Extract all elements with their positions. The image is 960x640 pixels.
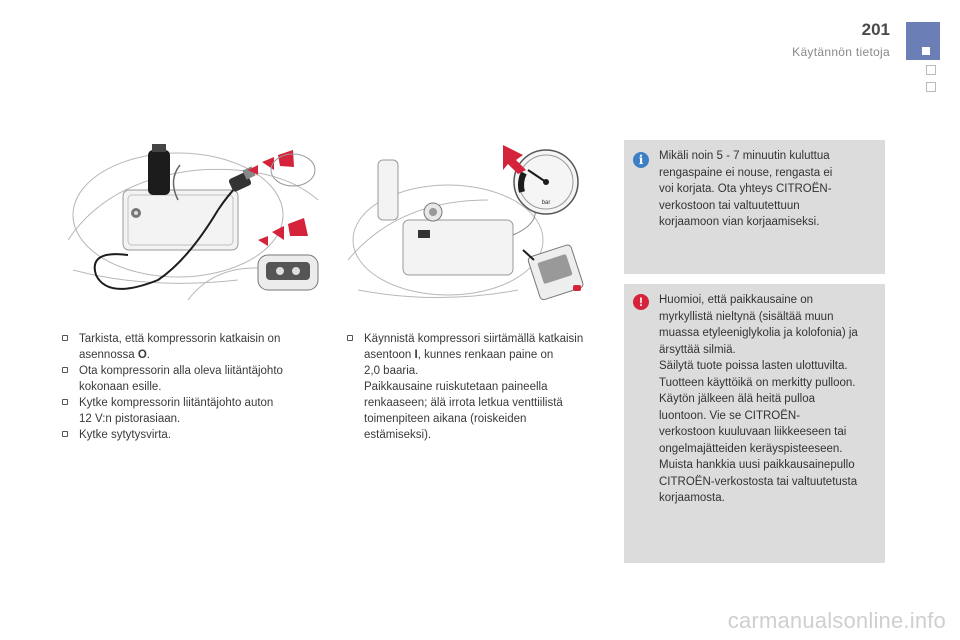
info-icon: i [633,152,649,168]
list-item [62,427,317,443]
bullet-icon [62,335,68,341]
step-text: Ota kompressorin alla oleva liitäntäjohto kokonaan esille. [79,365,283,393]
section-tab [906,22,940,60]
info-text: Mikäli noin 5 - 7 minuutin kuluttua rengaspaine ei nouse, rengasta ei voi korjata. Ota yhteys CITROËN- verkostoon tai valtuutettuun korjaamoon vian korjaamiseksi. [659,150,833,228]
bullet-icon [62,431,68,437]
section-title: Käytännön tietoja [792,45,890,59]
compressor-connection-illustration [68,140,320,310]
step-text: Tarkista, että kompressorin katkaisin on asennossa O. [79,333,281,361]
bullet-icon [62,367,68,373]
tab-outline-2 [926,82,936,92]
page-number: 201 [861,20,890,39]
steps-middle [347,331,607,443]
gauge-unit-label: bar [541,200,551,206]
steps-left [62,331,317,443]
bullet-icon [347,335,353,341]
tab-outline-1 [926,65,936,75]
bullet-icon [62,399,68,405]
step-text: Kytke kompressorin liitäntäjohto auton 12 V:n pistorasiaan. [79,397,274,425]
watermark: carmanualsonline.info [727,608,946,633]
warning-box [624,284,885,563]
step-bold: I [414,349,418,361]
compressor-gauge-illustration [348,140,610,310]
step-text: Kytke sytytysvirta. [79,429,172,441]
step-text: Käynnistä kompressori siirtämällä katkaisin asentoon I, kunnes renkaan paine on 2,0 baaria. Paikkausaine ruiskutetaan paineella renkaaseen; älä irrota letkua venttiilistä toimenpiteen aikana (roiskeiden estämiseksi). [364,333,584,441]
step-bold: O [137,349,147,361]
list-item [62,395,317,427]
info-box [624,140,885,274]
list-item [62,363,317,395]
list-item [347,331,607,443]
warning-text: Huomioi, että paikkausaine on myrkyllistä nieltynä (sisältää muun muassa etyleeniglykolia ja kolofonia) ja ärsyttää silmiä. Säilytä tuote poissa lasten ulottuvilta. Tuotteen käyttöikä on merkitty pulloon. Käytön jälkeen älä heitä pulloa luontoon. Vie se CITROËN- verkostoon kuuluvaan liikkeeseen tai ongelmajätteiden keräyspisteeseen. Muista hankkia uusi paikkausainepullo CITROËN-verkostosta tai valtuutetusta korjaamosta. [659,294,858,504]
list-item [62,331,317,363]
warning-icon: ! [633,294,649,310]
